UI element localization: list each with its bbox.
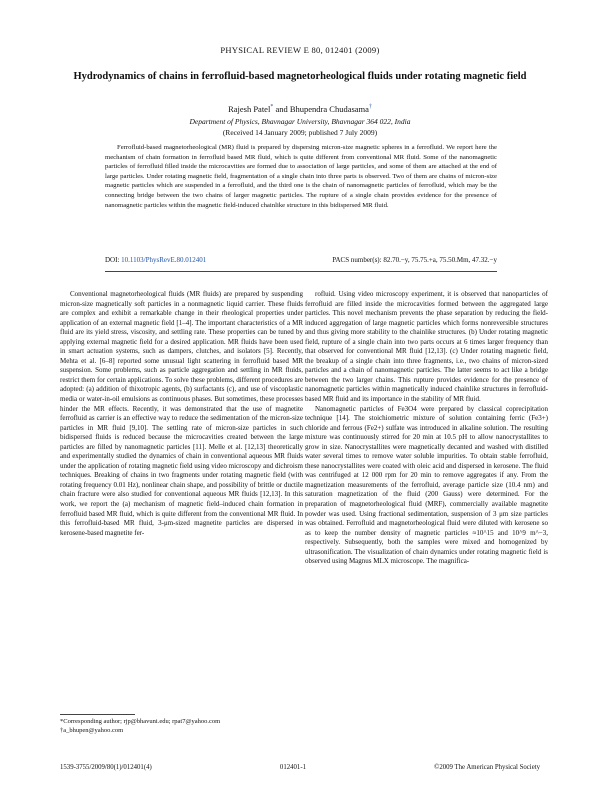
author-footnote-mark[interactable]: * xyxy=(270,104,274,111)
received-dates: (Received 14 January 2009; published 7 July 2009) xyxy=(222,128,378,137)
author-name: Rajesh Patel xyxy=(228,104,271,114)
body-paragraph: Conventional magnetorheological fluids (MR fluids) are prepared by suspending micron-size magnetically soft particles in a nonmagnetic liquid carrier. These fluids are complex and exhibit a remarkable change in their rheological properties under application of an external magnetic field [1–4]. The important characteristics of a MR fluid are its yield stress, viscosity, and settling rate. These properties can be tuned by applying external magnetic field for a desired application. MR fluids have been used in smart actuation systems, such as dampers, clutches, and isolators [5]. Recently, Mehta et al. [6–8] reported some unusual light scattering in ferrofluid based MR suspension. Some problems, such as particle aggregation and settling in MR fluids, restrict them for certain applications. To solve these problems, different procedures are adopted: (a) addition of thixotropic agents, (b) surfactants (c), and use of viscoplastic media or water-in-oil emulsions as continuous phases. But sometimes, these processes hinder the MR effects. Recently, it was demonstrated that the use of magnetite ferrofluid as carrier is an effective way to reduce the sedimentation of the micron-size particles in MR fluid [9,10]. The settling rate of micron-size particles in such bidispersed fluids is reduced because the microcavities created between the large particles are filled by nanomagnetic particles [11]. Melle et al. [12,13] theoretically and experimentally studied the dynamics of chain in conventional aqueous MR fluids under the application of rotating magnetic field using video microscopy and dichroism techniques. Breaking of chains in two fragments under rotating magnetic field (with rotating frequency 0.01 Hz), nonlinear chain shape, and possibility of brittle or ductile chain fracture were also studied for conventional aqueous MR fluids [12,13]. In this work, we report the (a) mechanism of magnetic field–induced chain formation in ferrofluid based MR fluid, which is quite different from the conventional MR fluid. In this ferrofluid-based MR fluid, 3-μm-sized magnetite particles are dispersed in kerosene-based magnetite fer- xyxy=(60,290,303,537)
body-paragraph: rofluid. Using video microscopy experiment, it is observed that nanoparticles of ferrofluid are filled inside the microcavities formed between the aggregated large particles. This novel mechanism prevents the phase separation by reducing the field-induced aggregation of large magnetic particles which forms nonreversible structures and thus giving more stability to the chainlike structures. (b) Under rotating magnetic field, rupture of a single chain into two parts occurs at 6 times larger frequency than that observed for conventional MR fluid [12,13]. (c) Under rotating magnetic field, the breakup of a single chain into three fragments, i.e., two chains of micron-sized particles and a chain of nanomagnetic particles. The latter seems to act like a bridge between the two larger chains. This rupture provides evidence for the presence of nanomagnetic particles within magnetically induced chainlike structures in ferrofluid-based MR fluid and its importance in the stability of MR fluid. xyxy=(305,290,548,404)
author-footnote-mark[interactable]: † xyxy=(368,104,372,111)
footnote-divider xyxy=(60,714,135,715)
author-name: Bhupendra Chudasama xyxy=(289,104,369,114)
abstract: Ferrofluid-based magnetorheological (MR) fluid is prepared by dispersing micron-size magnetic spheres in a ferrofluid. We report here the mechanism of chain formation in ferrofluid based MR fluid, which is quite different from conventional MR fluid. Some of the nanomagnetic particles of ferrofluid filled inside the microcavities are formed due to association of large particles, and some of them are attached at the end of large particles. Under rotating magnetic field, fragmentation of a single chain into three parts is observed. Two of them are chains of micron-size magnetic particles which are suspended in a ferrofluid, and the third one is the chain of nanomagnetic particles of ferrofluid, which may be the connecting bridge between the two chains of larger magnetic particles. The rupture of a single chain provides evidence for the presence of nanomagnetic particles within the magnetic field-induced chainlike structure in this bidispersed MR fluid. xyxy=(105,144,497,209)
footer-copyright: ©2009 The American Physical Society xyxy=(434,764,540,771)
doi-label: DOI: xyxy=(105,256,120,264)
page-footer xyxy=(60,764,540,771)
doi-pacs-line xyxy=(105,256,497,264)
author-line xyxy=(0,104,600,114)
body-paragraph: Nanomagnetic particles of Fe3O4 were prepared by classical coprecipitation technique [14]. The stoichiometric mixture of solution containing ferric (Fe3+) chloride and ferrous (Fe2+) sulfate was introduced in alkaline solution. The resulting mixture was continuously stirred for 20 min at 10.5 pH to allow nanocrystallites to grow in size. Nanocrystallites were magnetically decanted and washed with distilled water several times to remove water soluble impurities. To obtain stable ferrofluid, these nanocrystallites were coated with oleic acid and dispersed in kerosene. The fluid was centrifuged at 12 000 rpm for 20 min to remove aggregates if any. From the magnetization measurements of the ferrofluid, average particle size (10.4 nm) and saturation magnetization of the fluid (200 Gauss) were determined. For the preparation of magnetorheological fluid (MRF), commercially available magnetite powder was used. Using fractional sedimentation, suspension of 3 μm size particles was obtained. Ferrofluid and magnetorheological fluid were diluted with kerosene so as to keep the number density of magnetic particles ≈10^15 and 10^9 m^−3, respectively. Subsequently, both the samples were mixed and homogenized by ultrasonification. The visualization of chain dynamics under rotating magnetic field is observed using Magnus MLX microscope. The magnifica- xyxy=(305,404,548,566)
left-column xyxy=(60,290,303,538)
pacs-numbers: PACS number(s): 82.70.−y, 75.75.+a, 75.50.Mm, 47.32.−y xyxy=(332,256,497,264)
footer-page-number: 012401-1 xyxy=(279,764,306,771)
footnotes xyxy=(60,717,303,735)
journal-header: PHYSICAL REVIEW E 80, 012401 (2009) xyxy=(220,45,380,55)
footnote: *Corresponding author; rjp@bhavuni.edu; rpat7@yahoo.com xyxy=(60,718,221,725)
paper-title: Hydrodynamics of chains in ferrofluid-based magnetorheological fluids under rotating magnetic field xyxy=(73,71,527,82)
doi-block xyxy=(105,256,206,264)
footnote: †a_bhupen@yahoo.com xyxy=(60,727,124,734)
affiliation: Department of Physics, Bhavnagar University, Bhavnagar 364 022, India xyxy=(189,117,411,126)
footer-issn: 1539-3755/2009/80(1)/012401(4) xyxy=(60,764,152,771)
doi-link[interactable]: 10.1103/PhysRevE.80.012401 xyxy=(121,256,207,264)
right-column xyxy=(305,290,548,567)
header-divider xyxy=(105,271,497,272)
author-connector: and xyxy=(273,104,290,114)
